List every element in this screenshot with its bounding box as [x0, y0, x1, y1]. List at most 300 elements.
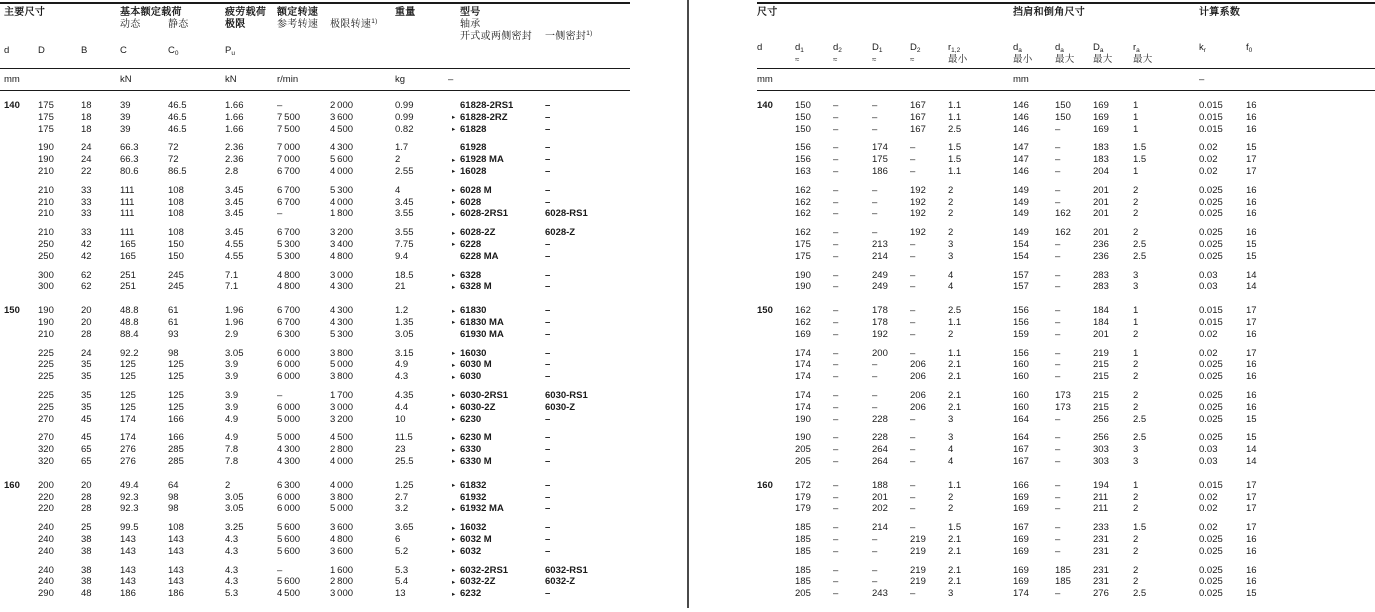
cell-width-B: 48: [81, 588, 92, 600]
cell-ra-max: 2.5: [1133, 413, 1147, 425]
cell-seal-designation: –: [545, 100, 551, 111]
cell-mass: 3.55: [395, 227, 414, 239]
cell-designation: [452, 588, 545, 600]
bore-diameter-label: [757, 390, 795, 402]
col-sym-D: D: [38, 45, 45, 56]
cell-da-min: 157: [1013, 269, 1029, 281]
cell-ra-max: 2: [1133, 503, 1139, 515]
cell-r12-min: 3: [948, 432, 954, 444]
cell-designation: [452, 444, 545, 456]
cell-static-load-C0: 150: [168, 238, 184, 250]
cell-d1: 185: [795, 564, 811, 576]
designation-text: 61932: [460, 491, 487, 503]
cell-Da-max: 219: [1093, 347, 1109, 359]
table-row: [0, 227, 630, 239]
cell-limiting-speed: 1 700: [330, 389, 354, 401]
cell-limiting-speed: 4 000: [330, 196, 354, 208]
cell-Da-max: 215: [1093, 389, 1109, 401]
cell-designation: [452, 124, 545, 136]
cell-limiting-speed: 5 000: [330, 359, 354, 371]
cell-da-max: –: [1055, 491, 1061, 503]
cell-ra-max: 3: [1133, 269, 1139, 281]
cell-d1: 162: [795, 184, 811, 196]
cell-width-B: 18: [81, 123, 92, 135]
table-row: [757, 432, 1375, 444]
cell-width-B: 33: [81, 196, 92, 208]
cell-dynamic-load-C: 125: [120, 401, 136, 413]
cell-mass: 3.65: [395, 522, 414, 534]
explorer-marker-icon: ▸: [452, 373, 456, 381]
designation-text: 61828-2RS1: [460, 100, 514, 111]
cell-mass: 7.75: [395, 238, 414, 250]
sym-sub: a: [1099, 47, 1104, 54]
cell-mass: 0.99: [395, 111, 414, 123]
cell-Da-max: 201: [1093, 196, 1109, 208]
row-group: [757, 270, 1375, 294]
cell-outer-diameter-D: 210: [38, 184, 54, 196]
cell-da-max: –: [1055, 432, 1061, 444]
col-sym-Pu: [225, 45, 235, 57]
cell-mass: 5.3: [395, 564, 409, 576]
explorer-marker-icon: ▸: [452, 307, 456, 315]
cell-seal-designation: –: [545, 545, 551, 557]
cell-designation: [452, 546, 545, 558]
right-table-body: [757, 100, 1375, 612]
cell-da-max: 185: [1055, 576, 1071, 588]
table-row: [757, 522, 1375, 534]
cell-outer-diameter-D: 220: [38, 503, 54, 515]
footnote-sup: 1): [586, 30, 593, 37]
table-row: [757, 456, 1375, 468]
bore-diameter-label: [4, 432, 38, 444]
cell-Da-max: 194: [1093, 479, 1109, 491]
symbol-qualifier: 最大: [1093, 54, 1113, 65]
table-row: [0, 456, 630, 468]
cell-reference-speed: 4 300: [277, 455, 301, 467]
cell-kr: 0.015: [1199, 316, 1223, 328]
cell-r12-min: 2.5: [948, 305, 962, 317]
unit-dash: –: [448, 74, 454, 85]
cell-d1: 174: [795, 359, 811, 371]
cell-f0: 16: [1246, 533, 1257, 545]
designation-text: 16032: [460, 522, 487, 534]
designation-text: 6028-2Z: [460, 227, 496, 239]
cell-static-load-C0: 143: [168, 576, 184, 588]
cell-ra-max: 2.5: [1133, 588, 1147, 600]
cell-static-load-C0: 93: [168, 328, 179, 340]
cell-d1: 172: [795, 479, 811, 491]
cell-reference-speed: 7 500: [277, 123, 301, 135]
cell-D1: –: [872, 111, 878, 123]
panel-divider: [687, 0, 689, 608]
cell-da-min: 169: [1013, 576, 1029, 588]
cell-limiting-speed: 4 000: [330, 165, 354, 177]
cell-fatigue-limit-Pu: 3.45: [225, 227, 244, 239]
right-column-symbols: [757, 42, 1375, 65]
sym-base: d: [1013, 42, 1019, 53]
cell-D1: 228: [872, 432, 888, 444]
cell-d1: 185: [795, 545, 811, 557]
cell-D1: –: [872, 533, 878, 545]
cell-da-max: –: [1055, 305, 1061, 317]
row-group: [0, 565, 630, 600]
bore-diameter-label: [4, 154, 38, 166]
cell-da-min: 154: [1013, 250, 1029, 262]
cell-da-min: 157: [1013, 281, 1029, 293]
cell-reference-speed: 4 500: [277, 588, 301, 600]
cell-limiting-speed: 4 500: [330, 432, 354, 444]
cell-r12-min: 1.5: [948, 522, 962, 534]
cell-da-max: –: [1055, 347, 1061, 359]
symbol-line: [757, 42, 795, 54]
cell-seal-designation: –: [545, 238, 551, 250]
cell-f0: 14: [1246, 444, 1257, 456]
bore-diameter-label: [757, 522, 795, 534]
cell-reference-speed: 6 300: [277, 479, 301, 491]
table-row: [0, 402, 630, 414]
cell-outer-diameter-D: 175: [38, 111, 54, 123]
cell-static-load-C0: 125: [168, 401, 184, 413]
bore-diameter-label: [4, 239, 38, 251]
cell-D1: –: [872, 196, 878, 208]
cell-static-load-C0: 46.5: [168, 123, 187, 135]
cell-fatigue-limit-Pu: 2.36: [225, 154, 244, 166]
cell-d1: 174: [795, 389, 811, 401]
cell-d1: 190: [795, 269, 811, 281]
cell-Da-max: 201: [1093, 208, 1109, 220]
col-sym-d: d: [4, 45, 10, 56]
sym-base: d: [795, 42, 801, 53]
table-row: [0, 281, 630, 293]
right-table-panel: [757, 0, 1375, 608]
table-row: [757, 197, 1375, 209]
bore-diameter-label: [757, 432, 795, 444]
cell-da-max: –: [1055, 455, 1061, 467]
cell-static-load-C0: 285: [168, 455, 184, 467]
cell-outer-diameter-D: 250: [38, 238, 54, 250]
cell-d1: 190: [795, 281, 811, 293]
cell-dynamic-load-C: 99.5: [120, 522, 139, 534]
cell-seal-designation: 6030-Z: [545, 401, 576, 413]
cell-da-min: 160: [1013, 359, 1029, 371]
cell-r12-min: 2.1: [948, 401, 962, 413]
cell-D2: –: [910, 491, 916, 503]
cell-f0: 17: [1246, 154, 1257, 166]
cell-outer-diameter-D: 240: [38, 522, 54, 534]
cell-mass: 4.4: [395, 401, 409, 413]
cell-D1: –: [872, 401, 878, 413]
cell-ra-max: 2: [1133, 359, 1139, 371]
cell-D2: –: [910, 522, 916, 534]
unit-kg: kg: [395, 74, 406, 85]
limiting-speed-text: 极限转速: [330, 19, 372, 30]
bore-diameter-label: [4, 281, 38, 293]
cell-d1: 163: [795, 165, 811, 177]
cell-d2: –: [833, 371, 839, 383]
cell-d2: –: [833, 305, 839, 317]
table-row: [757, 112, 1375, 124]
cell-fatigue-limit-Pu: 3.9: [225, 389, 239, 401]
table-row: [757, 348, 1375, 360]
cell-f0: 16: [1246, 576, 1257, 588]
bore-diameter-label: [4, 124, 38, 136]
cell-kr: 0.025: [1199, 413, 1223, 425]
cell-r12-min: 4: [948, 269, 954, 281]
cell-width-B: 20: [81, 305, 92, 317]
cell-reference-speed: 6 700: [277, 227, 301, 239]
designation-text: 6032-2RS1: [460, 564, 509, 576]
cell-designation: [452, 154, 545, 166]
cell-fatigue-limit-Pu: 4.3: [225, 545, 239, 557]
table-row: [757, 185, 1375, 197]
cell-limiting-speed: 4 800: [330, 250, 354, 262]
cell-seal-designation: –: [545, 522, 551, 534]
cell-d2: –: [833, 432, 839, 444]
sym-sub: 1: [800, 47, 804, 54]
cell-dynamic-load-C: 165: [120, 238, 136, 250]
bore-section-160: [757, 480, 1375, 600]
cell-d2: –: [833, 413, 839, 425]
cell-r12-min: 2: [948, 227, 954, 239]
cell-designation: [452, 142, 545, 154]
cell-fatigue-limit-Pu: 7.1: [225, 269, 239, 281]
row-group: [0, 270, 630, 294]
cell-da-min: 159: [1013, 328, 1029, 340]
cell-designation: [452, 522, 545, 534]
header-rated-speeds: 额定转速: [277, 7, 319, 18]
cell-f0: 16: [1246, 389, 1257, 401]
cell-kr: 0.025: [1199, 432, 1223, 444]
cell-dynamic-load-C: 111: [120, 184, 135, 196]
header-designation: 型号: [460, 7, 481, 18]
table-row: [0, 348, 630, 360]
cell-dynamic-load-C: 39: [120, 123, 131, 135]
cell-da-min: 160: [1013, 401, 1029, 413]
cell-da-min: 146: [1013, 111, 1029, 123]
table-row: [0, 270, 630, 282]
col-sym-D1: [872, 42, 910, 65]
cell-d2: –: [833, 576, 839, 588]
cell-limiting-speed: 4 300: [330, 142, 354, 154]
col-sym-da-min: [1013, 42, 1055, 65]
cell-dynamic-load-C: 92.3: [120, 491, 139, 503]
sym-sub: 0: [1248, 47, 1253, 54]
cell-d2: –: [833, 123, 839, 135]
cell-r12-min: 2: [948, 208, 954, 220]
cell-da-min: 164: [1013, 413, 1029, 425]
cell-designation: [452, 402, 545, 414]
cell-Da-max: 231: [1093, 545, 1109, 557]
designation-text: 6032 M: [460, 533, 492, 545]
bore-diameter-label: [4, 329, 38, 341]
cell-fatigue-limit-Pu: 4.55: [225, 250, 244, 262]
table-row: [757, 414, 1375, 426]
cell-Da-max: 201: [1093, 184, 1109, 196]
cell-reference-speed: 6 700: [277, 165, 301, 177]
cell-Da-max: 236: [1093, 238, 1109, 250]
cell-d2: –: [833, 389, 839, 401]
table-row: [757, 576, 1375, 588]
cell-fatigue-limit-Pu: 5.3: [225, 588, 239, 600]
row-group: [0, 390, 630, 425]
sym-base: C: [168, 45, 175, 56]
approx-icon: ≈: [795, 55, 800, 64]
bore-diameter-label: [757, 281, 795, 293]
sym-base: d: [757, 42, 763, 53]
cell-width-B: 22: [81, 165, 92, 177]
cell-designation: [452, 480, 545, 492]
cell-d1: 185: [795, 533, 811, 545]
cell-outer-diameter-D: 270: [38, 413, 54, 425]
bore-diameter-label: 140: [4, 100, 20, 111]
cell-D2: –: [910, 269, 916, 281]
cell-static-load-C0: 61: [168, 316, 179, 328]
cell-ra-max: 2.5: [1133, 432, 1147, 444]
col-sym-d1: [795, 42, 833, 65]
header-main-dimensions: 主要尺寸: [4, 7, 46, 18]
cell-r12-min: 4: [948, 455, 954, 467]
cell-designation: [452, 100, 545, 112]
cell-ra-max: 1: [1133, 111, 1139, 123]
table-row: [757, 371, 1375, 383]
cell-da-min: 156: [1013, 347, 1029, 359]
cell-da-min: 160: [1013, 371, 1029, 383]
table-row: [0, 197, 630, 209]
table-row: [0, 492, 630, 504]
header-rule: [0, 68, 630, 69]
cell-r12-min: 1.5: [948, 154, 962, 166]
explorer-marker-icon: ▸: [452, 241, 456, 249]
sym-base: r: [1133, 42, 1137, 53]
cell-Da-max: 169: [1093, 111, 1109, 123]
cell-D2: –: [910, 316, 916, 328]
cell-d2: –: [833, 142, 839, 154]
cell-reference-speed: 5 000: [277, 432, 301, 444]
cell-D1: –: [872, 208, 878, 220]
cell-r12-min: 1.1: [948, 316, 962, 328]
cell-designation: [452, 503, 545, 515]
cell-seal-designation: –: [545, 588, 551, 600]
unit-kn-dynamic: kN: [120, 74, 132, 85]
table-row: [757, 305, 1375, 317]
bore-diameter-label: [757, 359, 795, 371]
cell-da-min: 174: [1013, 588, 1029, 600]
cell-fatigue-limit-Pu: 2: [225, 479, 231, 491]
cell-Da-max: 211: [1093, 503, 1109, 515]
bore-diameter-label: [757, 166, 795, 178]
cell-fatigue-limit-Pu: 3.45: [225, 184, 244, 196]
cell-dynamic-load-C: 88.4: [120, 328, 139, 340]
cell-Da-max: 276: [1093, 588, 1109, 600]
bore-diameter-label: [4, 227, 38, 239]
header-reference-speed: 参考转速: [277, 19, 319, 30]
cell-outer-diameter-D: 240: [38, 564, 54, 576]
cell-Da-max: 169: [1093, 100, 1109, 111]
designation-text: 6232: [460, 588, 482, 600]
cell-width-B: 38: [81, 576, 92, 588]
cell-D1: 214: [872, 250, 888, 262]
cell-dynamic-load-C: 165: [120, 250, 136, 262]
cell-width-B: 33: [81, 184, 92, 196]
cell-limiting-speed: 5 600: [330, 154, 354, 166]
sym-base: D: [910, 42, 917, 53]
sym-sub: 2: [838, 47, 842, 54]
bore-diameter-label: [757, 576, 795, 588]
bore-diameter-label: [757, 208, 795, 220]
cell-fatigue-limit-Pu: 4.3: [225, 564, 239, 576]
cell-reference-speed: 7 500: [277, 111, 301, 123]
cell-mass: 4.3: [395, 371, 409, 383]
cell-dynamic-load-C: 39: [120, 100, 131, 111]
table-row: [757, 281, 1375, 293]
cell-mass: 3.05: [395, 328, 414, 340]
cell-D2: –: [910, 479, 916, 491]
table-row: [0, 480, 630, 492]
cell-D1: –: [872, 389, 878, 401]
cell-kr: 0.025: [1199, 401, 1223, 413]
cell-D1: 188: [872, 479, 888, 491]
table-row: [757, 251, 1375, 263]
cell-static-load-C0: 108: [168, 196, 184, 208]
cell-ra-max: 1.5: [1133, 142, 1147, 154]
cell-mass: 2.55: [395, 165, 414, 177]
cell-seal-designation: –: [545, 444, 551, 456]
bore-diameter-label: [757, 348, 795, 360]
cell-designation: [452, 329, 545, 341]
bore-diameter-label: [757, 503, 795, 515]
cell-mass: 0.99: [395, 100, 414, 111]
cell-f0: 16: [1246, 100, 1257, 111]
cell-r12-min: 2.1: [948, 545, 962, 557]
cell-kr: 0.02: [1199, 347, 1218, 359]
cell-da-max: –: [1055, 165, 1061, 177]
cell-f0: 15: [1246, 238, 1257, 250]
cell-d2: –: [833, 250, 839, 262]
cell-reference-speed: 5 300: [277, 250, 301, 262]
bore-diameter-label: [757, 239, 795, 251]
cell-limiting-speed: 2 800: [330, 576, 354, 588]
cell-D1: 249: [872, 269, 888, 281]
explorer-marker-icon: ▸: [452, 114, 456, 122]
table-row: [0, 565, 630, 577]
table-row: [0, 371, 630, 383]
cell-d2: –: [833, 269, 839, 281]
cell-da-max: –: [1055, 545, 1061, 557]
cell-f0: 17: [1246, 503, 1257, 515]
cell-kr: 0.025: [1199, 227, 1223, 239]
cell-D2: –: [910, 347, 916, 359]
cell-limiting-speed: 3 200: [330, 413, 354, 425]
cell-dynamic-load-C: 125: [120, 371, 136, 383]
cell-fatigue-limit-Pu: 2.9: [225, 328, 239, 340]
cell-D2: 206: [910, 401, 926, 413]
cell-D1: 264: [872, 444, 888, 456]
cell-fatigue-limit-Pu: 3.45: [225, 208, 244, 220]
table-row: [757, 588, 1375, 600]
sym-base: D: [872, 42, 879, 53]
cell-width-B: 24: [81, 347, 92, 359]
cell-D2: 219: [910, 576, 926, 588]
cell-D1: 213: [872, 238, 888, 250]
cell-da-max: 162: [1055, 208, 1071, 220]
cell-dynamic-load-C: 174: [120, 413, 136, 425]
explorer-marker-icon: ▸: [452, 482, 456, 490]
cell-dynamic-load-C: 251: [120, 269, 136, 281]
cell-outer-diameter-D: 290: [38, 588, 54, 600]
symbol-line: [1199, 42, 1246, 54]
cell-fatigue-limit-Pu: 4.3: [225, 533, 239, 545]
cell-limiting-speed: 3 800: [330, 371, 354, 383]
